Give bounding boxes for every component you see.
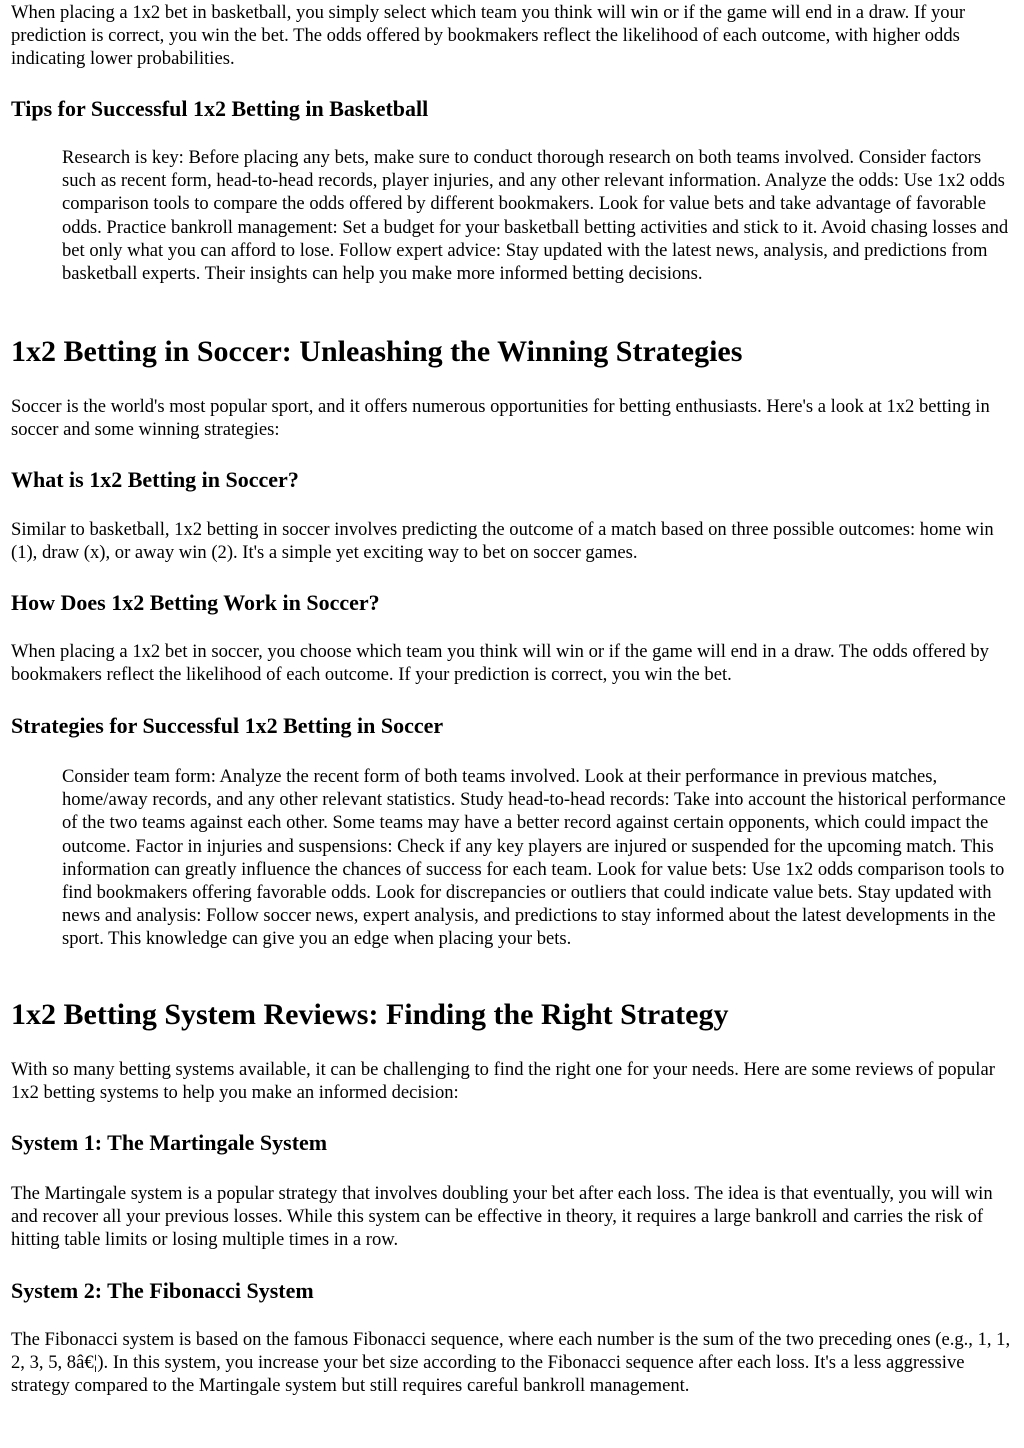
intro-paragraph: When placing a 1x2 bet in basketball, you simply select which team you think will win or if the game will end in a draw. If your prediction is correct, you win the bet. The odds offered by bookmakers reflect the likelihood of each outcome, with higher odds indicating lower probabilities. [11,2,966,70]
basketball-tips-list: Research is key: Before placing any bets, make sure to conduct thorough research on both teams involved. Consider factors such as recent form, head-to-head records, player injuries, and any other relevant information. Analyze the odds: Use 1x2 odds comparison tools to compare the odds offered by different bookmakers. Look for value bets and take advantage of favorable odds. Practice bankroll management: Set a budget for your basketball betting activities and stick to it. Avoid chasing losses and bet only what you can afford to lose. Follow expert advice: Stay updated with the latest news, analysis, and predictions from basketball experts. Their insights can help you make more informed betting decisions. [62,147,1009,285]
soccer-intro-paragraph: Soccer is the world's most popular sport, and it offers numerous opportunities for betting enthusiasts. Here's a look at 1x2 betting in soccer and some winning strategies: [11,396,990,441]
reviews-section-title: 1x2 Betting System Reviews: Finding the Right Strategy [11,998,729,1031]
soccer-what-paragraph: Similar to basketball, 1x2 betting in soccer involves predicting the outcome of a match based on three possible outcomes: home win (1), draw (x), or away win (2). It's a simple yet exciting way to bet on soccer games. [11,519,994,564]
soccer-how-heading: How Does 1x2 Betting Work in Soccer? [11,590,380,615]
basketball-tips-heading: Tips for Successful 1x2 Betting in Basketball [11,96,429,121]
martingale-paragraph: The Martingale system is a popular strategy that involves doubling your bet after each loss. The idea is that eventually, you will win and recover all your previous losses. While this system can be effective in theory, it requires a large bankroll and carries the risk of hitting table limits or losing multiple times in a row. [11,1183,993,1251]
soccer-section-title: 1x2 Betting in Soccer: Unleashing the Winning Strategies [11,335,743,368]
soccer-strategies-heading: Strategies for Successful 1x2 Betting in Soccer [11,713,444,738]
soccer-how-paragraph: When placing a 1x2 bet in soccer, you choose which team you think will win or if the game will end in a draw. The odds offered by bookmakers reflect the likelihood of each outcome. If your prediction is correct, you win the bet. [11,641,989,686]
fibonacci-heading: System 2: The Fibonacci System [11,1278,314,1303]
soccer-what-heading: What is 1x2 Betting in Soccer? [11,467,299,492]
fibonacci-paragraph: The Fibonacci system is based on the famous Fibonacci sequence, where each number is the sum of the two preceding ones (e.g., 1, 1, 2, 3, 5, 8â€¦). In this system, you increase your bet size according to the Fibonacci sequence after each loss. It's a less aggressive strategy compared to the Martingale system but still requires careful bankroll management. [11,1329,1011,1397]
martingale-heading: System 1: The Martingale System [11,1130,328,1155]
soccer-strategies-list: Consider team form: Analyze the recent form of both teams involved. Look at their performance in previous matches, home/away records, and any other relevant statistics. Study head-to-head records: Take into account the historical performance of the two teams against each other. Some teams may have a better record against certain opponents, which could impact the outcome. Factor in injuries and suspensions: Check if any key players are injured or suspended for the upcoming match. This information can greatly influence the chances of success for each team. Look for value bets: Use 1x2 odds comparison tools to find bookmakers offering favorable odds. Look for discrepancies or outliers that could indicate value bets. Stay updated with news and analysis: Follow soccer news, expert analysis, and predictions to stay informed about the latest developments in the sport. This knowledge can give you an edge when placing your bets. [62,766,1006,950]
reviews-intro-paragraph: With so many betting systems available, it can be challenging to find the right one for your needs. Here are some reviews of popular 1x2 betting systems to help you make an informed decision: [11,1059,995,1104]
